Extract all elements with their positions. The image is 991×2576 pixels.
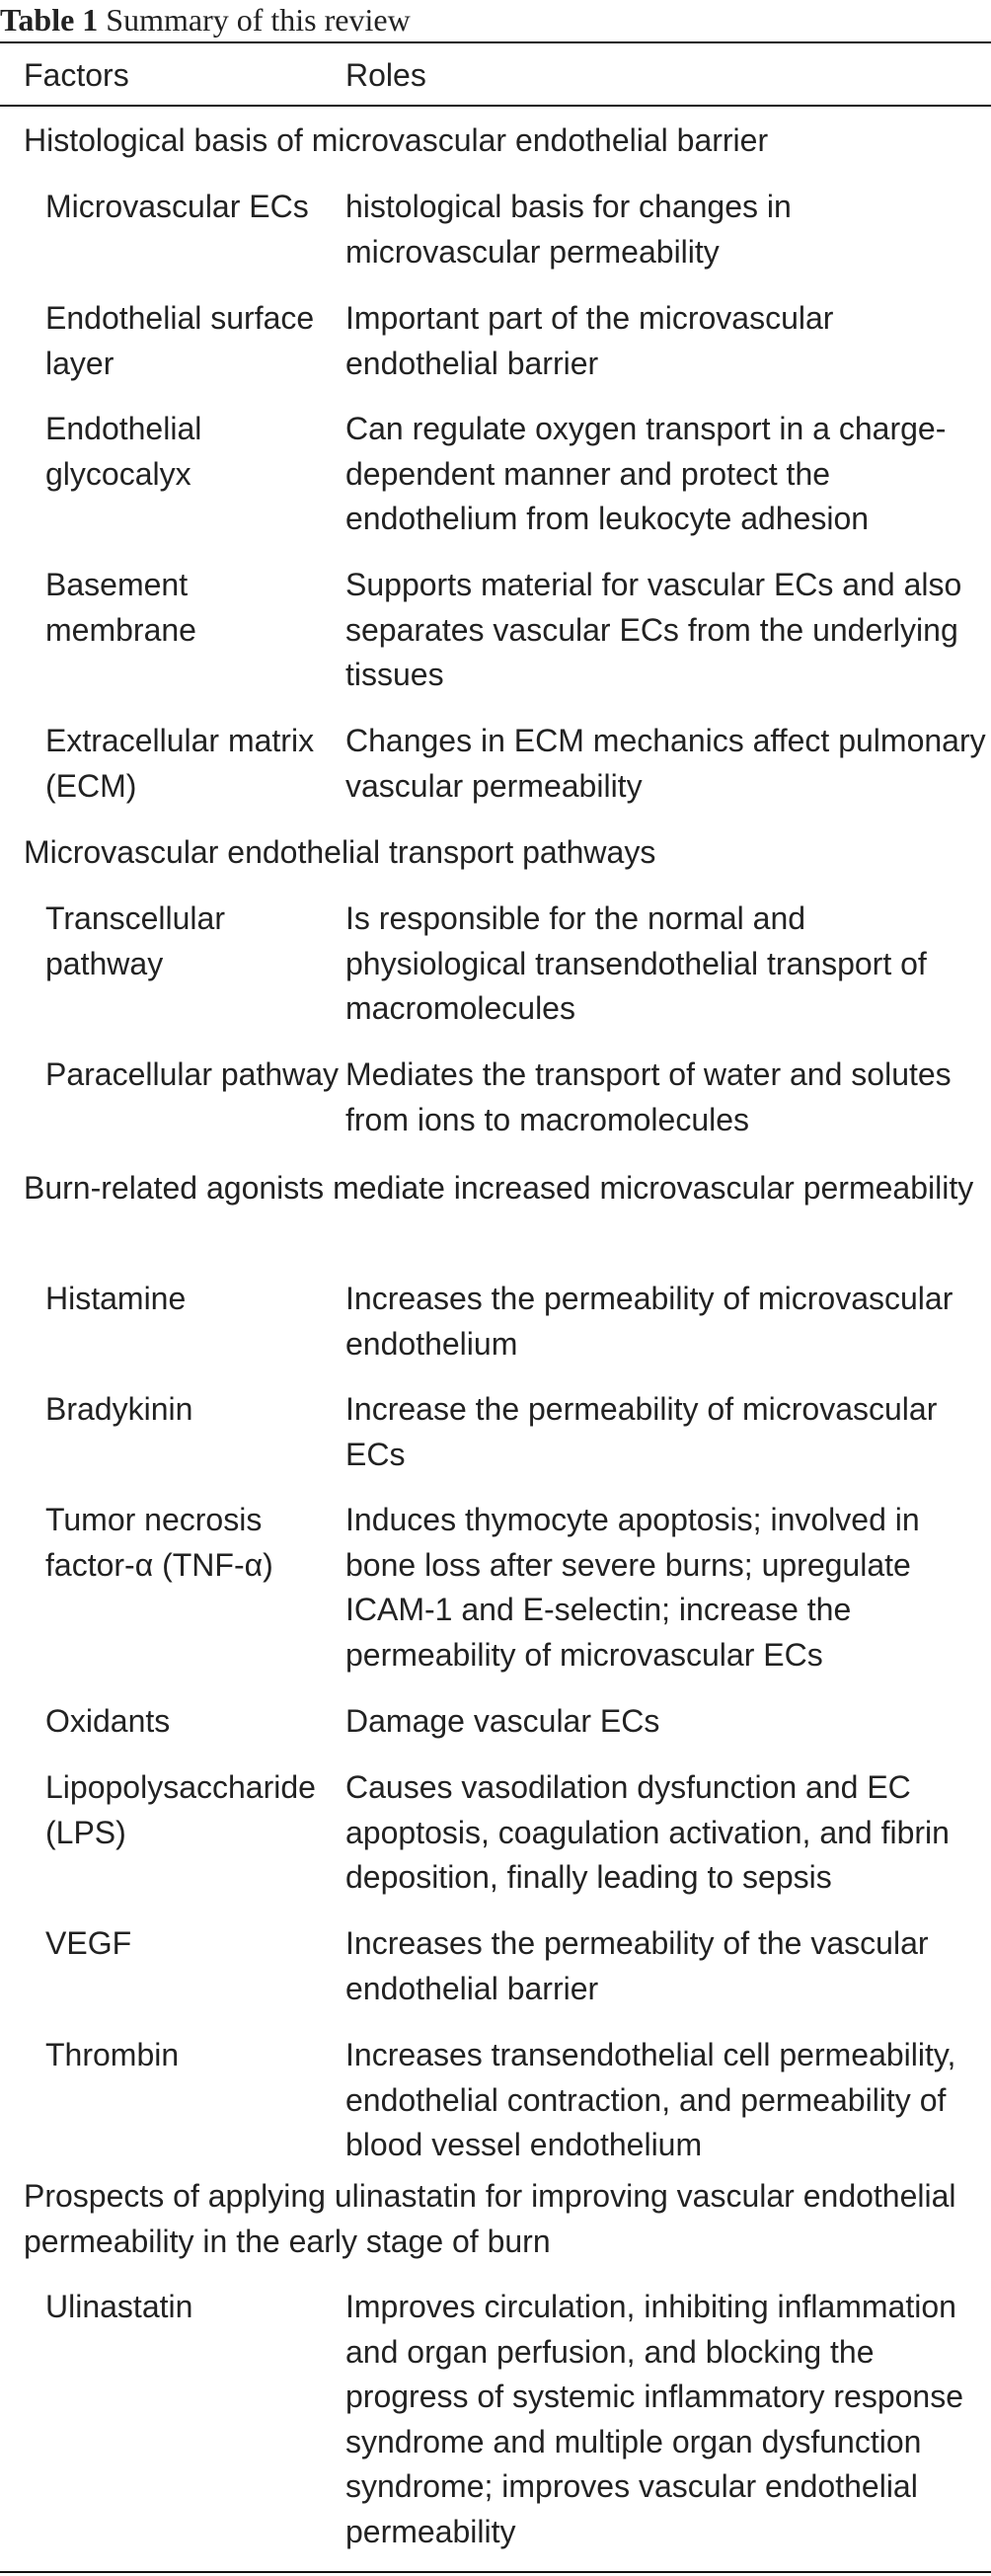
table-row — [0, 1053, 991, 1142]
table-row — [0, 296, 991, 386]
factor-cell: Ulinastatin — [45, 2289, 193, 2324]
table-row — [0, 1498, 991, 1678]
table-row — [0, 1699, 991, 1745]
table-row — [0, 185, 991, 274]
factor-cell: Lipopolysaccharide (LPS) — [45, 1769, 316, 1850]
role-cell: Increases the permeability of microvascular endothelium — [345, 1281, 953, 1362]
role-cell: histological basis for changes in microvascular permeability — [345, 189, 792, 270]
column-header-factors: Factors — [24, 57, 129, 93]
table-row — [0, 1277, 991, 1366]
caption-label: Table 1 — [0, 2, 99, 38]
role-cell: Improves circulation, inhibiting inflammation and organ perfusion, and blocking the progress of systemic inflammatory response syndrome and multiple organ dysfunction syndrome; improves vascular endothelial permeability — [345, 2289, 963, 2549]
role-cell: Increase the permeability of microvascular ECs — [345, 1391, 938, 1472]
factor-cell: Tumor necrosis factor-α (TNF-α) — [45, 1502, 273, 1583]
factor-cell: Bradykinin — [45, 1391, 193, 1427]
factor-cell: Microvascular ECs — [45, 189, 309, 224]
header-rule — [0, 105, 991, 107]
table-row — [0, 1387, 991, 1477]
factor-cell: Extracellular matrix (ECM) — [45, 723, 315, 804]
bottom-rule — [0, 2571, 991, 2573]
table-row — [0, 2285, 991, 2554]
table-caption — [0, 0, 991, 39]
factor-cell: Transcellular pathway — [45, 900, 225, 981]
role-cell: Supports material for vascular ECs and also separates vascular ECs from the underlying tissues — [345, 567, 962, 692]
table-row — [0, 563, 991, 698]
role-cell: Can regulate oxygen transport in a charge-dependent manner and protect the endothelium from leukocyte adhesion — [345, 411, 947, 536]
table-header — [0, 43, 991, 105]
role-cell: Causes vasodilation dysfunction and EC apoptosis, coagulation activation, and fibrin deposition, finally leading to sepsis — [345, 1769, 950, 1895]
role-cell: Mediates the transport of water and solutes from ions to macromolecules — [345, 1056, 952, 1137]
factor-cell: Endothelial surface layer — [45, 300, 315, 381]
table-row — [0, 1765, 991, 1901]
role-cell: Increases the permeability of the vascular endothelial barrier — [345, 1925, 929, 2006]
table-row — [0, 1921, 991, 2011]
section-heading: Prospects of applying ulinastatin for improving vascular endothelial permeability in the early stage of burn — [24, 2178, 956, 2259]
factor-cell: Basement membrane — [45, 567, 196, 648]
table-row — [0, 897, 991, 1032]
role-cell: Important part of the microvascular endothelial barrier — [345, 300, 834, 381]
column-header-roles: Roles — [345, 57, 426, 93]
table-row — [0, 2033, 991, 2168]
factor-cell: VEGF — [45, 1925, 132, 1961]
factor-cell: Thrombin — [45, 2037, 180, 2072]
table-row — [0, 407, 991, 542]
factor-cell: Endothelial glycocalyx — [45, 411, 202, 492]
factor-cell: Paracellular pathway — [45, 1056, 340, 1092]
role-cell: Is responsible for the normal and physiological transendothelial transport of macromolecules — [345, 900, 927, 1026]
section-heading: Microvascular endothelial transport pathways — [24, 834, 656, 870]
role-cell: Induces thymocyte apoptosis; involved in bone loss after severe burns; upregulate ICAM-1 and E-selectin; increase the permeability of microvascular ECs — [345, 1502, 920, 1673]
table-row — [0, 719, 991, 809]
role-cell: Damage vascular ECs — [345, 1703, 660, 1739]
section-heading: Histological basis of microvascular endothelial barrier — [24, 122, 769, 158]
role-cell: Increases transendothelial cell permeability, endothelial contraction, and permeability of blood vessel endothelium — [345, 2037, 956, 2162]
caption-text: Summary of this review — [106, 2, 411, 38]
factor-cell: Histamine — [45, 1281, 187, 1316]
role-cell: Changes in ECM mechanics affect pulmonary vascular permeability — [345, 723, 986, 804]
section-heading: Burn-related agonists mediate increased microvascular permeability — [24, 1170, 974, 1206]
factor-cell: Oxidants — [45, 1703, 171, 1739]
